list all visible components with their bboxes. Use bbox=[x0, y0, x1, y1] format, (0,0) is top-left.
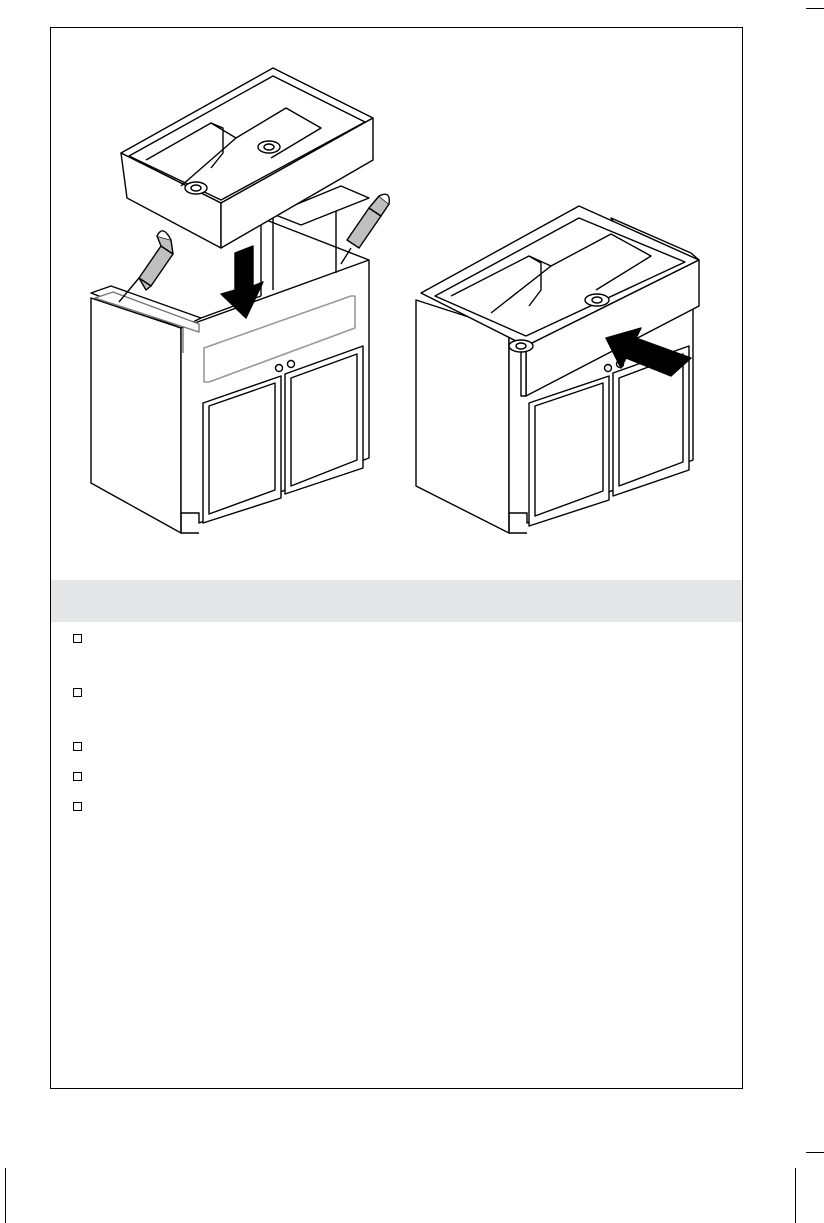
crop-mark-bottom-left bbox=[5, 1168, 6, 1223]
section-banner bbox=[51, 580, 742, 622]
step-item bbox=[73, 802, 713, 822]
step-item bbox=[73, 742, 713, 762]
crop-mark-top-right bbox=[806, 8, 824, 9]
crop-mark-bottom-right bbox=[806, 1152, 824, 1153]
step-item bbox=[73, 634, 713, 654]
step-item bbox=[73, 772, 713, 792]
caulk-tube-icon bbox=[119, 231, 173, 302]
checkbox-icon[interactable] bbox=[73, 688, 82, 697]
checkbox-icon[interactable] bbox=[73, 802, 82, 811]
checkbox-icon[interactable] bbox=[73, 742, 82, 751]
instruction-panel bbox=[50, 27, 743, 1089]
crop-mark-bottom-right-vertical bbox=[795, 1168, 796, 1223]
left-sink bbox=[121, 68, 373, 248]
checkbox-icon[interactable] bbox=[73, 772, 82, 781]
installation-illustration bbox=[51, 28, 742, 580]
step-item bbox=[73, 688, 713, 708]
checkbox-icon[interactable] bbox=[73, 634, 82, 643]
